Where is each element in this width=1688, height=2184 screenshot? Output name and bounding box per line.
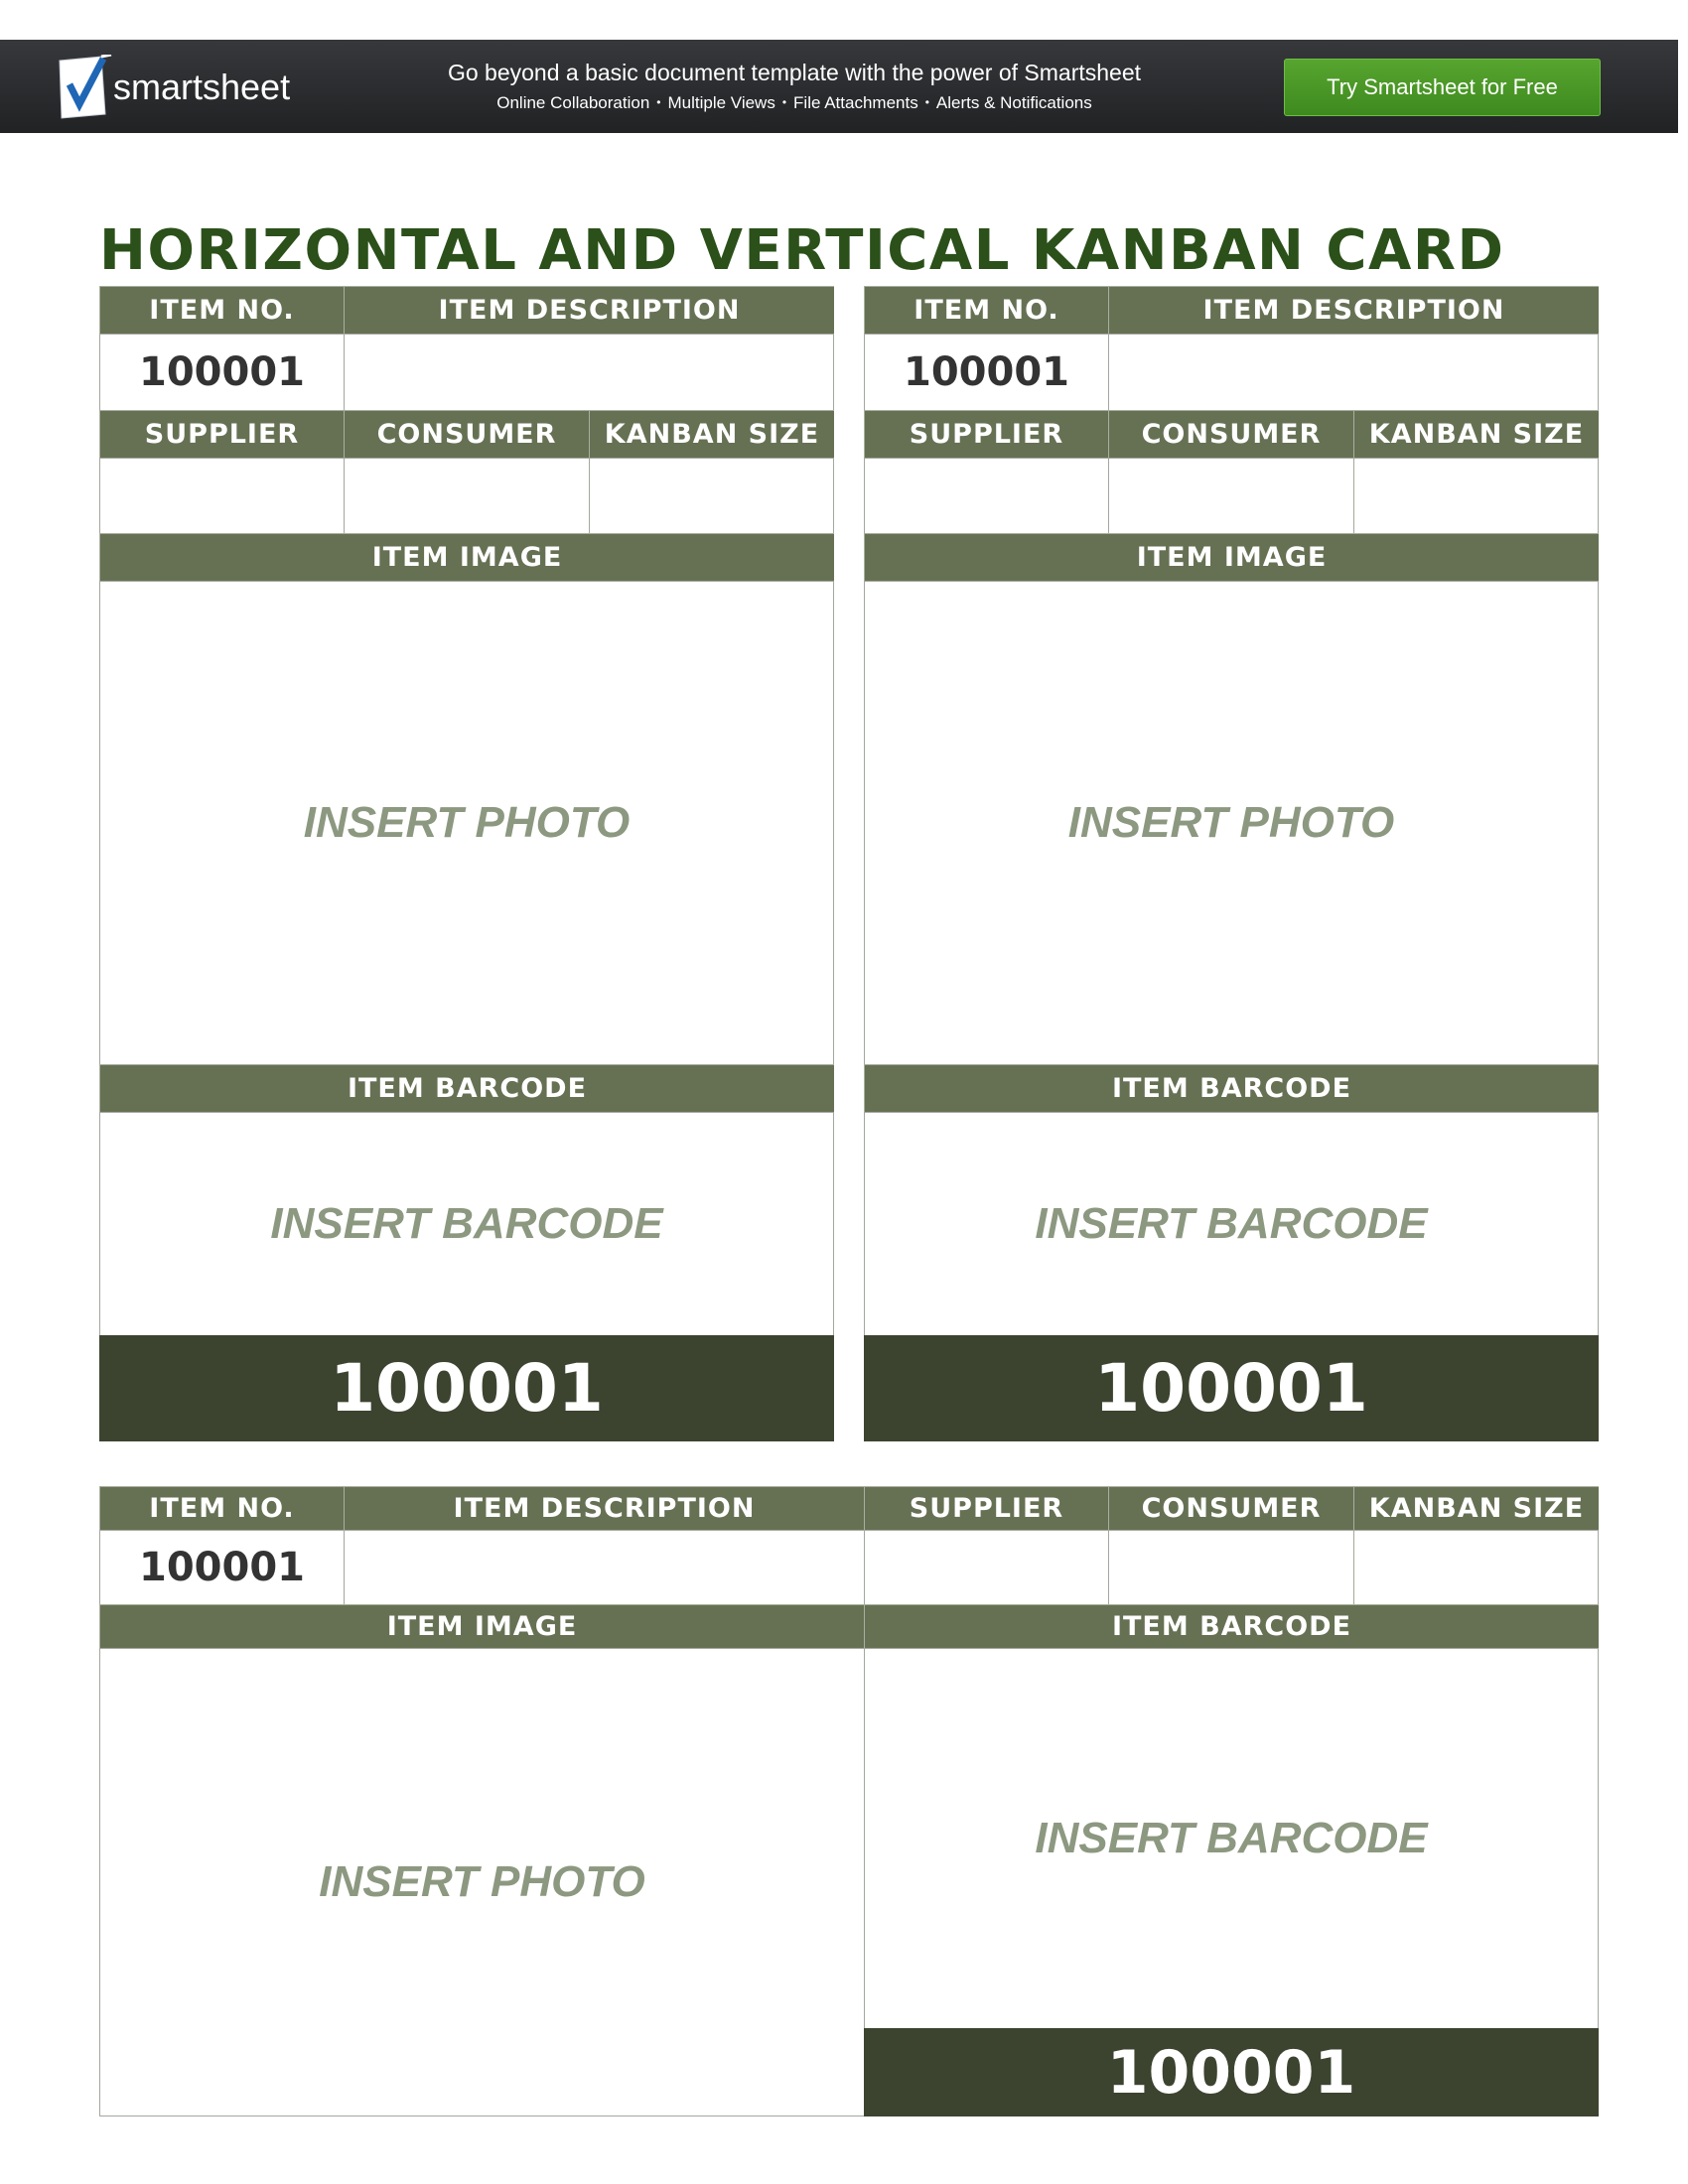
item-description-field[interactable] bbox=[1108, 334, 1599, 410]
item-barcode-placeholder[interactable]: INSERT BARCODE bbox=[864, 1648, 1599, 2028]
item-no-footer: 100001 bbox=[864, 2028, 1599, 2116]
item-no-value[interactable]: 100001 bbox=[99, 334, 344, 410]
item-description-header: ITEM DESCRIPTION bbox=[344, 1486, 864, 1530]
item-image-header: ITEM IMAGE bbox=[864, 533, 1599, 581]
item-no-value[interactable]: 100001 bbox=[864, 334, 1108, 410]
banner-headline: Go beyond a basic document template with the power of Smartsheet bbox=[447, 60, 1142, 85]
bullet-separator: • bbox=[781, 95, 787, 109]
supplier-header: SUPPLIER bbox=[99, 410, 344, 458]
feature-item: Multiple Views bbox=[667, 93, 775, 112]
item-barcode-placeholder[interactable]: INSERT BARCODE bbox=[864, 1112, 1599, 1335]
item-no-header: ITEM NO. bbox=[99, 1486, 344, 1530]
consumer-field[interactable] bbox=[1108, 458, 1353, 533]
supplier-header: SUPPLIER bbox=[864, 410, 1108, 458]
kanban-size-header: KANBAN SIZE bbox=[589, 410, 834, 458]
banner-features bbox=[407, 93, 1182, 113]
supplier-header: SUPPLIER bbox=[864, 1486, 1108, 1530]
page-title: HORIZONTAL AND VERTICAL KANBAN CARD bbox=[99, 218, 1505, 283]
item-description-header: ITEM DESCRIPTION bbox=[344, 286, 834, 334]
supplier-field[interactable] bbox=[864, 458, 1108, 533]
kanban-size-field[interactable] bbox=[1353, 1530, 1599, 1604]
kanban-size-field[interactable] bbox=[1353, 458, 1599, 533]
consumer-header: CONSUMER bbox=[1108, 1486, 1353, 1530]
item-image-header: ITEM IMAGE bbox=[99, 533, 834, 581]
item-no-footer: 100001 bbox=[864, 1335, 1599, 1441]
feature-item: Alerts & Notifications bbox=[935, 93, 1092, 112]
item-description-header: ITEM DESCRIPTION bbox=[1108, 286, 1599, 334]
smartsheet-logo[interactable] bbox=[58, 55, 316, 120]
item-no-value[interactable]: 100001 bbox=[99, 1530, 344, 1604]
item-barcode-header: ITEM BARCODE bbox=[864, 1064, 1599, 1112]
consumer-field[interactable] bbox=[344, 458, 589, 533]
feature-item: File Attachments bbox=[793, 93, 918, 112]
feature-item: Online Collaboration bbox=[496, 93, 650, 112]
try-free-button[interactable]: Try Smartsheet for Free bbox=[1284, 59, 1601, 116]
kanban-size-field[interactable] bbox=[589, 458, 834, 533]
kanban-size-header: KANBAN SIZE bbox=[1353, 1486, 1599, 1530]
item-photo-placeholder[interactable]: INSERT PHOTO bbox=[864, 581, 1599, 1064]
promo-banner bbox=[0, 40, 1678, 133]
bullet-separator: • bbox=[656, 95, 661, 109]
item-description-field[interactable] bbox=[344, 1530, 864, 1604]
supplier-field[interactable] bbox=[864, 1530, 1108, 1604]
bullet-separator: • bbox=[924, 95, 929, 109]
item-photo-placeholder[interactable]: INSERT PHOTO bbox=[99, 1648, 864, 2116]
consumer-field[interactable] bbox=[1108, 1530, 1353, 1604]
kanban-size-header: KANBAN SIZE bbox=[1353, 410, 1599, 458]
item-no-footer: 100001 bbox=[99, 1335, 834, 1441]
supplier-field[interactable] bbox=[99, 458, 344, 533]
item-image-header: ITEM IMAGE bbox=[99, 1604, 864, 1648]
item-no-header: ITEM NO. bbox=[864, 286, 1108, 334]
consumer-header: CONSUMER bbox=[344, 410, 589, 458]
smartsheet-check-icon bbox=[58, 55, 117, 120]
item-photo-placeholder[interactable]: INSERT PHOTO bbox=[99, 581, 834, 1064]
item-no-header: ITEM NO. bbox=[99, 286, 344, 334]
item-description-field[interactable] bbox=[344, 334, 834, 410]
item-barcode-header: ITEM BARCODE bbox=[864, 1604, 1599, 1648]
item-barcode-placeholder[interactable]: INSERT BARCODE bbox=[99, 1112, 834, 1335]
item-barcode-header: ITEM BARCODE bbox=[99, 1064, 834, 1112]
consumer-header: CONSUMER bbox=[1108, 410, 1353, 458]
logo-text: smartsheet bbox=[113, 67, 291, 107]
